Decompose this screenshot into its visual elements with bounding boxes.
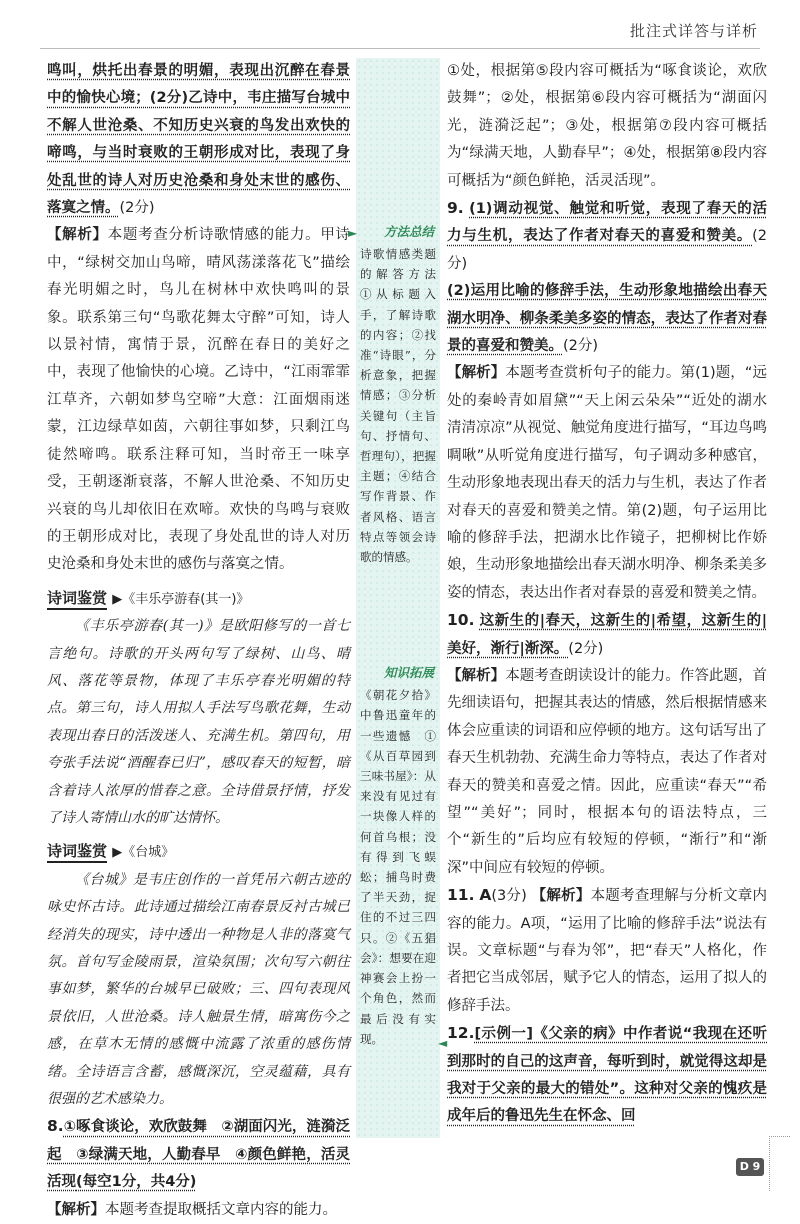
page-number-badge: D 9 xyxy=(736,1158,764,1176)
q7-analysis-text: 本题考查分析诗歌情感的能力。甲诗中，“绿树交加山鸟啼，晴风荡漾落花飞”描绘春光明媚之时，鸟儿在树林中欢快鸣叫的景象。联系第三句“鸟歌花舞太守醉”可知，诗人以景衬情，寓情于景，沉醉在春日的美好之中，表现了他愉快的心境。乙诗中，“江雨霏霏江草齐，六朝如梦鸟空啼”大意：江面烟雨迷蒙，江边绿草如茵，六朝往事如梦，只剩江鸟徒然啼鸣。联系注释可知，当时帝王一味享受，王朝逐渐衰落，不解人世沧桑、不知历史兴衰的鸟儿却依旧在欢啼。欢快的鸟鸣与衰败的王朝形成对比，表现了身处乱世的诗人对历史沧桑和身处末世的感伤与落寞之情。 xyxy=(47,227,351,573)
q9-answer-1-text: (1)调动视觉、触觉和听觉，表现了春天的活力与生机，表达了作者对春天的喜爱和赞美。 xyxy=(447,201,768,245)
q7-answer-cont xyxy=(47,58,350,222)
q10-answer-text: 这新生的|春天，这新生的|希望，这新生的|美好，渐行|渐深。 xyxy=(447,613,768,657)
analysis-tag: 【解析】 xyxy=(447,667,506,684)
sidebar-notes xyxy=(356,58,448,1138)
page-corner-dots xyxy=(769,1136,790,1191)
q9-answer-1 xyxy=(447,195,767,278)
q12-number: 12. xyxy=(447,1024,475,1043)
poem2-heading-title: 诗词鉴赏 xyxy=(47,842,107,863)
q8-answer-text: ①啄食谈论，欢欣鼓舞 ②湖面闪光，涟漪泛起 ③绿满天地，人勤春早 ④颜色鲜艳，活灵活现 xyxy=(47,1119,350,1191)
q7-answer-text: 鸣叫，烘托出春景的明媚，表现出沉醉在春景中的愉快心境；(2分)乙诗中，韦庄描写台城中不解人世沧桑、不知历史兴衰的鸟发出欢快的啼鸣，与当时衰败的王朝形成对比，表现了身处乱世的诗人对历史沧桑和身处末世的感伤、落寞之情。 xyxy=(47,63,350,217)
q10-analysis xyxy=(447,663,767,882)
analysis-tag: 【解析】 xyxy=(47,1201,105,1218)
q10-answer-score: (2分) xyxy=(568,640,604,657)
pointer-arrow-icon: ► xyxy=(348,226,358,240)
poem1-heading xyxy=(47,585,350,613)
analysis-tag: 【解析】 xyxy=(447,365,506,382)
analysis-tag: 【解析】 xyxy=(531,888,591,905)
q11-answer-letter: A xyxy=(479,886,492,905)
q9-answer-2-text: (2)运用比喻的修辞手法，生动形象地描绘出春天湖水明净、柳条柔美多姿的情态，表达了作者对春景的喜爱和赞美。 xyxy=(447,283,767,355)
poem2-heading xyxy=(47,838,350,866)
q8-answer-score: (每空1分，共4分) xyxy=(76,1174,197,1191)
q10-number: 10. xyxy=(447,611,475,630)
q8-analysis xyxy=(47,1197,350,1224)
poem2-heading-sub: ▶《台城》 xyxy=(112,845,175,861)
q7-analysis xyxy=(47,222,350,578)
method-summary-text: 诗歌情感类题的解答方法 ①从标题入手，了解诗歌的内容；②找准“诗眼”，分析意象，把握情感；③分析关键句（主旨句、抒情句、哲理句），把握主题；④结合写作背景、作者风格、语言特点等领会诗歌的情感。 xyxy=(360,247,448,565)
q11-answer-score: (3分) xyxy=(491,888,527,905)
poem1-appreciation: 《丰乐亭游春(其一)》是欧阳修写的一首七言绝句。诗歌的开头两句写了绿树、山鸟、晴风、落花等景物，体现了丰乐亭春光明媚的特点。第三句，诗人用拟人手法写鸟歌花舞，生动表现出春日的活泼迷人、充满生机。第四句，用夸张手法说“酒醒春已归”，感叹春天的短暂，暗含着诗人浓厚的惜春之意。全诗借景抒情，抒发了诗人寄情山水的旷达情怀。 xyxy=(47,618,350,826)
method-summary-title: 方法总结 xyxy=(383,224,434,239)
q9-analysis-text: 本题考查赏析句子的能力。第(1)题，“远处的秦岭青如眉黛”“天上闲云朵朵”“近处的湖水清清凉凉”从视觉、触觉角度进行描写，“耳边鸟鸣啁啾”从听觉角度进行描写，句子调动多种感官，生动形象地表现出春天的活力与生机，表达了作者对春天的喜爱和赞美之情。第(2)题，句子运用比喻的修辞手法，把湖水比作镜子，把柳树比作娇娘，生动形象地描绘出春天湖水明净、柳条柔美多姿的情态，表达出作者对春景的喜爱和赞美之情。 xyxy=(447,365,767,601)
header-rule xyxy=(40,48,760,49)
q11-analysis-text: 本题考查理解与分析文章内容的能力。A项，“运用了比喻的修辞手法”说法有误。文章标题“与春为邻”，把“春天”人格化，作者把它当成邻居，赋予它人的情态，运用了拟人的修辞手法。 xyxy=(447,888,768,1014)
q9-answer-2-score: (2分) xyxy=(563,338,599,355)
poem1-heading-sub: ▶《丰乐亭游春(其一)》 xyxy=(112,591,250,607)
q10-analysis-text: 本题考查朗读设计的能力。作答此题，首先细读语句，把握其表达的情感，然后根据情感来体会应重读的词语和应停顿的地方。这句话写出了春天生机勃勃、充满生命力等特点，表达了作者对春天的赞美和喜爱之情。因此，应重读“春天”“希望”“美好”；同时，根据本句的语法特点，三个“新生的”后均应有较短的停顿，“渐行”和“渐深”中间应有较短的停顿。 xyxy=(447,667,768,876)
poem2-appreciation: 《台城》是韦庄创作的一首凭吊六朝古迹的咏史怀古诗。此诗通过描绘江南春景反衬古城已经消失的现实，诗中透出一种物是人非的落寞气氛。首句写金陵雨景，渲染氛围；次句写六朝往事如梦，繁华的台城早已破败；三、四句表现风景依旧，人世沧桑。诗人触景生情，暗寓伤今之感，在草木无情的感慨中流露了浓重的感伤情绪。全诗语言含蓄，感慨深沉，空灵蕴藉，具有很强的艺术感染力。 xyxy=(47,871,350,1108)
poem1-heading-title: 诗词鉴赏 xyxy=(47,589,107,610)
q8-analysis-cont: ①处，根据第⑤段内容可概括为“啄食谈论，欢欣鼓舞”；②处，根据第⑥段内容可概括为“湖面闪光，涟漪泛起”；③处，根据第⑦段内容可概括为“绿满天地，人勤春早”；④处，根据第⑧段内容可概括为“颜色鲜艳，活灵活现”。 xyxy=(447,63,767,189)
q11-answer xyxy=(447,882,767,1020)
q12-answer-text: [示例一]《父亲的病》中作者说“我现在还听到那时的自己的这声音，每听到时，就觉得这却是我对于父亲的最大的错处”。这种对父亲的愧疚是成年后的鲁迅先生在怀念、回 xyxy=(447,1026,767,1125)
q8-answer xyxy=(47,1113,350,1196)
q11-number: 11. xyxy=(447,886,475,905)
knowledge-extension-title: 知识拓展 xyxy=(383,665,434,681)
q7-answer-score: (2分) xyxy=(119,200,155,217)
right-column xyxy=(447,58,767,1131)
running-header: 批注式详答与详析 xyxy=(629,22,758,40)
q8-analysis-text: 本题考查提取概括文章内容的能力。 xyxy=(105,1201,337,1218)
q12-answer xyxy=(447,1020,767,1131)
pointer-arrow-icon: ◄ xyxy=(438,1036,448,1050)
knowledge-extension-text: 《朝花夕拾》中鲁迅童年的一些遗憾 ①《从百草园到三味书屋》：从来没有见过有一块像人样的何首乌根；没有得到飞蜈蚣；捕鸟时费了半天劲，捉住的不过三四只。②《五猖会》：想要在迎神赛会上扮一个角色，然而最后没有实现。 xyxy=(360,688,436,1046)
left-column xyxy=(47,58,350,1224)
q9-answer-1-score: (2分) xyxy=(447,228,767,272)
q9-answer-2 xyxy=(447,278,767,360)
q10-answer xyxy=(447,607,767,663)
q9-analysis xyxy=(447,360,767,607)
q8-number: 8. xyxy=(47,1117,64,1136)
q9-number: 9. xyxy=(447,199,464,218)
analysis-tag: 【解析】 xyxy=(47,227,108,244)
